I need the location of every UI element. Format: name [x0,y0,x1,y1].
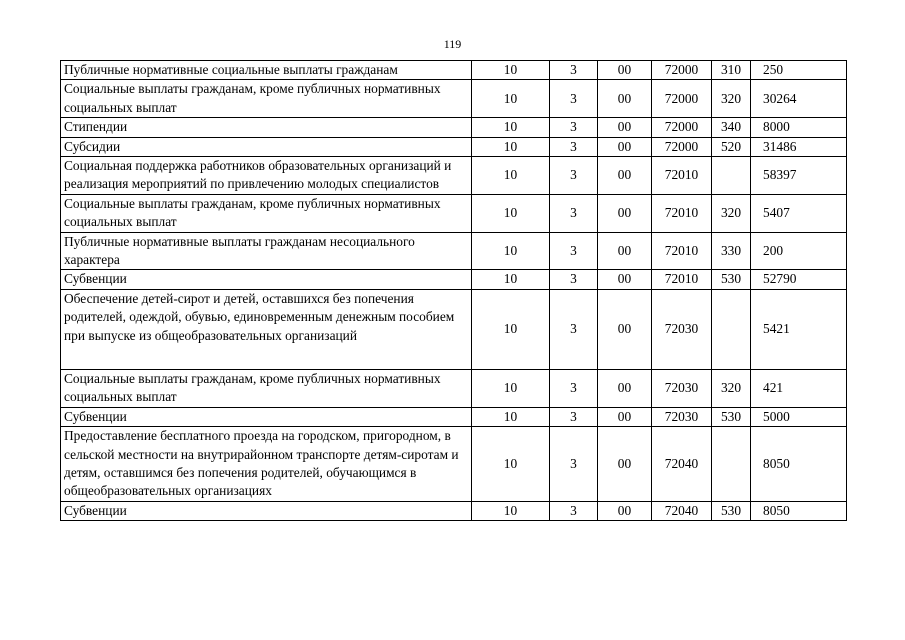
table-row [61,157,847,195]
program-code: 00 [598,61,652,80]
section-code: 10 [472,369,550,407]
amount: 5407 [751,194,847,232]
expense-type-code [712,427,751,502]
page-number: 119 [443,37,462,51]
row-name: Публичные нормативные выплаты гражданам несоциального характера [61,232,472,270]
article-code: 72010 [652,194,712,232]
expense-type-code [712,289,751,369]
amount: 30264 [751,80,847,118]
table-row [61,427,847,502]
table-row [61,80,847,118]
expense-type-code: 330 [712,232,751,270]
row-name: Социальные выплаты гражданам, кроме публичных нормативных социальных выплат [61,194,472,232]
subsection-code: 3 [550,194,598,232]
article-code: 72030 [652,369,712,407]
table-row [61,407,847,426]
row-name: Социальные выплаты гражданам, кроме публичных нормативных социальных выплат [61,369,472,407]
program-code: 00 [598,427,652,502]
amount: 421 [751,369,847,407]
subsection-code: 3 [550,61,598,80]
row-name: Социальная поддержка работников образовательных организаций и реализация мероприятий по привлечению молодых специалистов [61,157,472,195]
table-row [61,369,847,407]
table-row [61,501,847,520]
article-code: 72000 [652,137,712,156]
section-code: 10 [472,194,550,232]
article-code: 72030 [652,407,712,426]
subsection-code: 3 [550,369,598,407]
expense-type-code: 310 [712,61,751,80]
amount: 250 [751,61,847,80]
row-name: Публичные нормативные социальные выплаты гражданам [61,61,472,80]
table-row [61,270,847,289]
section-code: 10 [472,407,550,426]
section-code: 10 [472,501,550,520]
section-code: 10 [472,270,550,289]
table-row [61,118,847,137]
row-name: Субвенции [61,270,472,289]
expense-type-code: 340 [712,118,751,137]
subsection-code: 3 [550,118,598,137]
program-code: 00 [598,194,652,232]
table-row [61,289,847,369]
program-code: 00 [598,289,652,369]
section-code: 10 [472,232,550,270]
amount: 8000 [751,118,847,137]
row-name: Субвенции [61,501,472,520]
amount: 5421 [751,289,847,369]
amount: 200 [751,232,847,270]
section-code: 10 [472,80,550,118]
subsection-code: 3 [550,80,598,118]
budget-table [60,60,847,521]
section-code: 10 [472,157,550,195]
expense-type-code: 530 [712,407,751,426]
article-code: 72010 [652,232,712,270]
expense-type-code: 530 [712,501,751,520]
subsection-code: 3 [550,407,598,426]
article-code: 72010 [652,157,712,195]
program-code: 00 [598,501,652,520]
amount: 8050 [751,501,847,520]
article-code: 72040 [652,427,712,502]
row-name: Субсидии [61,137,472,156]
section-code: 10 [472,118,550,137]
table-row [61,61,847,80]
amount: 31486 [751,137,847,156]
program-code: 00 [598,157,652,195]
amount: 52790 [751,270,847,289]
subsection-code: 3 [550,501,598,520]
program-code: 00 [598,118,652,137]
expense-type-code: 320 [712,369,751,407]
row-name: Стипендии [61,118,472,137]
table-row [61,232,847,270]
subsection-code: 3 [550,232,598,270]
expense-type-code: 530 [712,270,751,289]
row-name: Субвенции [61,407,472,426]
amount: 5000 [751,407,847,426]
subsection-code: 3 [550,289,598,369]
expense-type-code: 320 [712,194,751,232]
article-code: 72000 [652,80,712,118]
section-code: 10 [472,427,550,502]
program-code: 00 [598,80,652,118]
subsection-code: 3 [550,270,598,289]
expense-type-code: 320 [712,80,751,118]
section-code: 10 [472,137,550,156]
article-code: 72000 [652,118,712,137]
table-row [61,137,847,156]
row-name: Социальные выплаты гражданам, кроме публичных нормативных социальных выплат [61,80,472,118]
program-code: 00 [598,137,652,156]
program-code: 00 [598,407,652,426]
section-code: 10 [472,289,550,369]
program-code: 00 [598,369,652,407]
row-name: Предоставление бесплатного проезда на городском, пригородном, в сельской местности на внутрирайонном транспорте детям-сиротам и детям, оставшимся без попечения родителей, обучающимся в общеобразовательных организациях [61,427,472,502]
article-code: 72010 [652,270,712,289]
amount: 8050 [751,427,847,502]
expense-type-code: 520 [712,137,751,156]
section-code: 10 [472,61,550,80]
expense-type-code [712,157,751,195]
subsection-code: 3 [550,427,598,502]
subsection-code: 3 [550,157,598,195]
article-code: 72030 [652,289,712,369]
row-name: Обеспечение детей-сирот и детей, оставшихся без попечения родителей, одеждой, обувью, единовременным денежным пособием при выпуске из общеобразовательных организаций [61,289,472,369]
table-row [61,194,847,232]
subsection-code: 3 [550,137,598,156]
program-code: 00 [598,232,652,270]
program-code: 00 [598,270,652,289]
amount: 58397 [751,157,847,195]
article-code: 72040 [652,501,712,520]
article-code: 72000 [652,61,712,80]
